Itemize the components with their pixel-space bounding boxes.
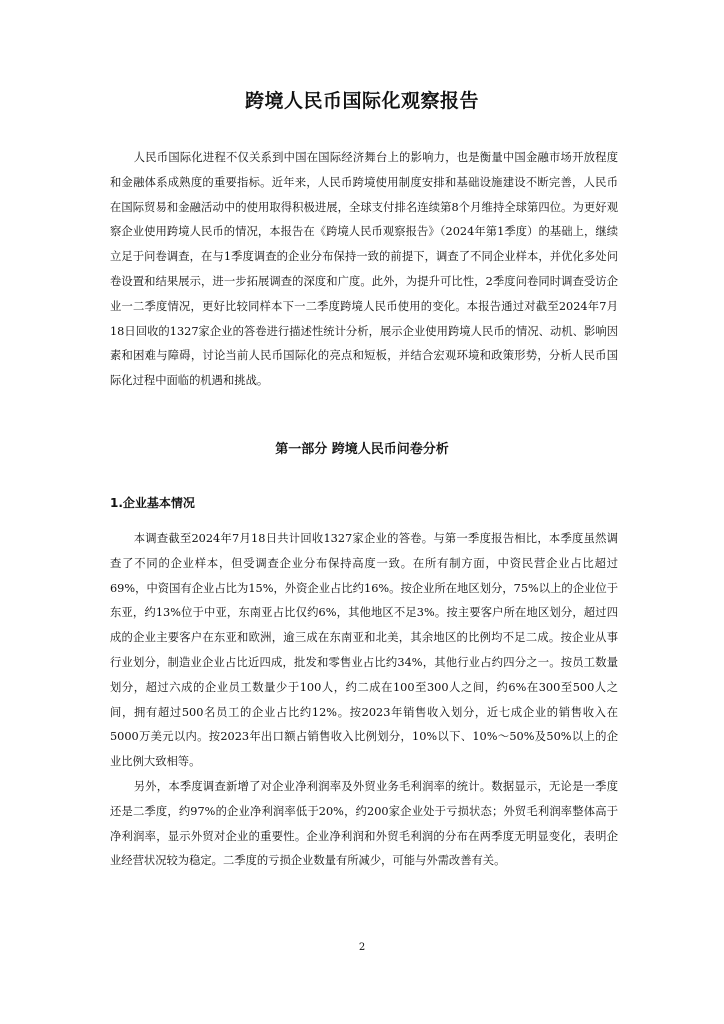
report-title: 跨境人民币国际化观察报告 bbox=[244, 90, 479, 112]
body-paragraph-company-info: 本调查截至2024年7月18日共计回收1327家企业的答卷。与第一季度报告相比，本季度虽然调查了不同的企业样本，但受调查企业分布保持高度一致。在所有制方面，中资民营企业占比超过69%，中资国有企业占比为15%，外资企业占比约16%。按企业所在地区划分，75%以上的企业位于东亚，约13%位于中亚，东南亚占比仅约6%，其他地区不足3%。按主要客户所在地区划分，超过四成的企业主要客户在东亚和欧洲，逾三成在东南亚和北美，其余地区的比例均不足二成。按企业从事行业划分，制造业企业占比近四成，批发和零售业占比约34%，其他行业占约四分之一。按员工数量划分，超过六成的企业员工数量少于100人，约二成在100至300人之间，约6%在300至500人之间，拥有超过500名员工的企业占比约12%。按2023年销售收入划分，近七成企业的销售收入在5000万美元以内。按2023年出口额占销售收入比例划分，10%以下、10%～50%及50%以上的企业比例大致相等。 bbox=[110, 532, 618, 769]
intro-paragraph: 人民币国际化进程不仅关系到中国在国际经济舞台上的影响力，也是衡量中国金融市场开放程度和金融体系成熟度的重要指标。近年来，人民币跨境使用制度安排和基础设施建设不断完善，人民币在国际贸易和金融活动中的使用取得积极进展，全球支付排名连续第8个月维持全球第四位。为更好观察企业使用跨境人民币的情况，本报告在《跨境人民币观察报告》（2024年第1季度）的基础上，继续立足于问卷调查，在与1季度调查的企业分布保持一致的前提下，调查了不同企业样本，并优化多处问卷设置和结果展示，进一步拓展调查的深度和广度。此外，为提升可比性，2季度问卷同时调查受访企业一二季度情况，更好比较同样本下一二季度跨境人民币使用的变化。本报告通过对截至2024年7月18日回收的1327家企业的答卷进行描述性统计分析，展示企业使用跨境人民币的情况、动机、影响因素和困难与障碍，讨论当前人民币国际化的亮点和短板，并结合宏观环境和政策形势，分析人民币国际化过程中面临的机遇和挑战。 bbox=[110, 151, 618, 388]
subsection-heading: 1.企业基本情况 bbox=[110, 496, 195, 510]
body-paragraph-profit-stats: 另外，本季度调查新增了对企业净利润率及外贸业务毛利润率的统计。数据显示，无论是一季度还是二季度，约97%的企业净利润率低于20%，约200家企业处于亏损状态；外贸毛利润率整体高于净利润率，显示外贸对企业的重要性。企业净利润和外贸毛利润的分布在两季度无明显变化，表明企业经营状况较为稳定。二季度的亏损企业数量有所减少，可能与外需改善有关。 bbox=[110, 780, 618, 868]
page-number: 2 bbox=[358, 942, 366, 953]
section-heading: 第一部分 跨境人民币问卷分析 bbox=[275, 442, 449, 457]
